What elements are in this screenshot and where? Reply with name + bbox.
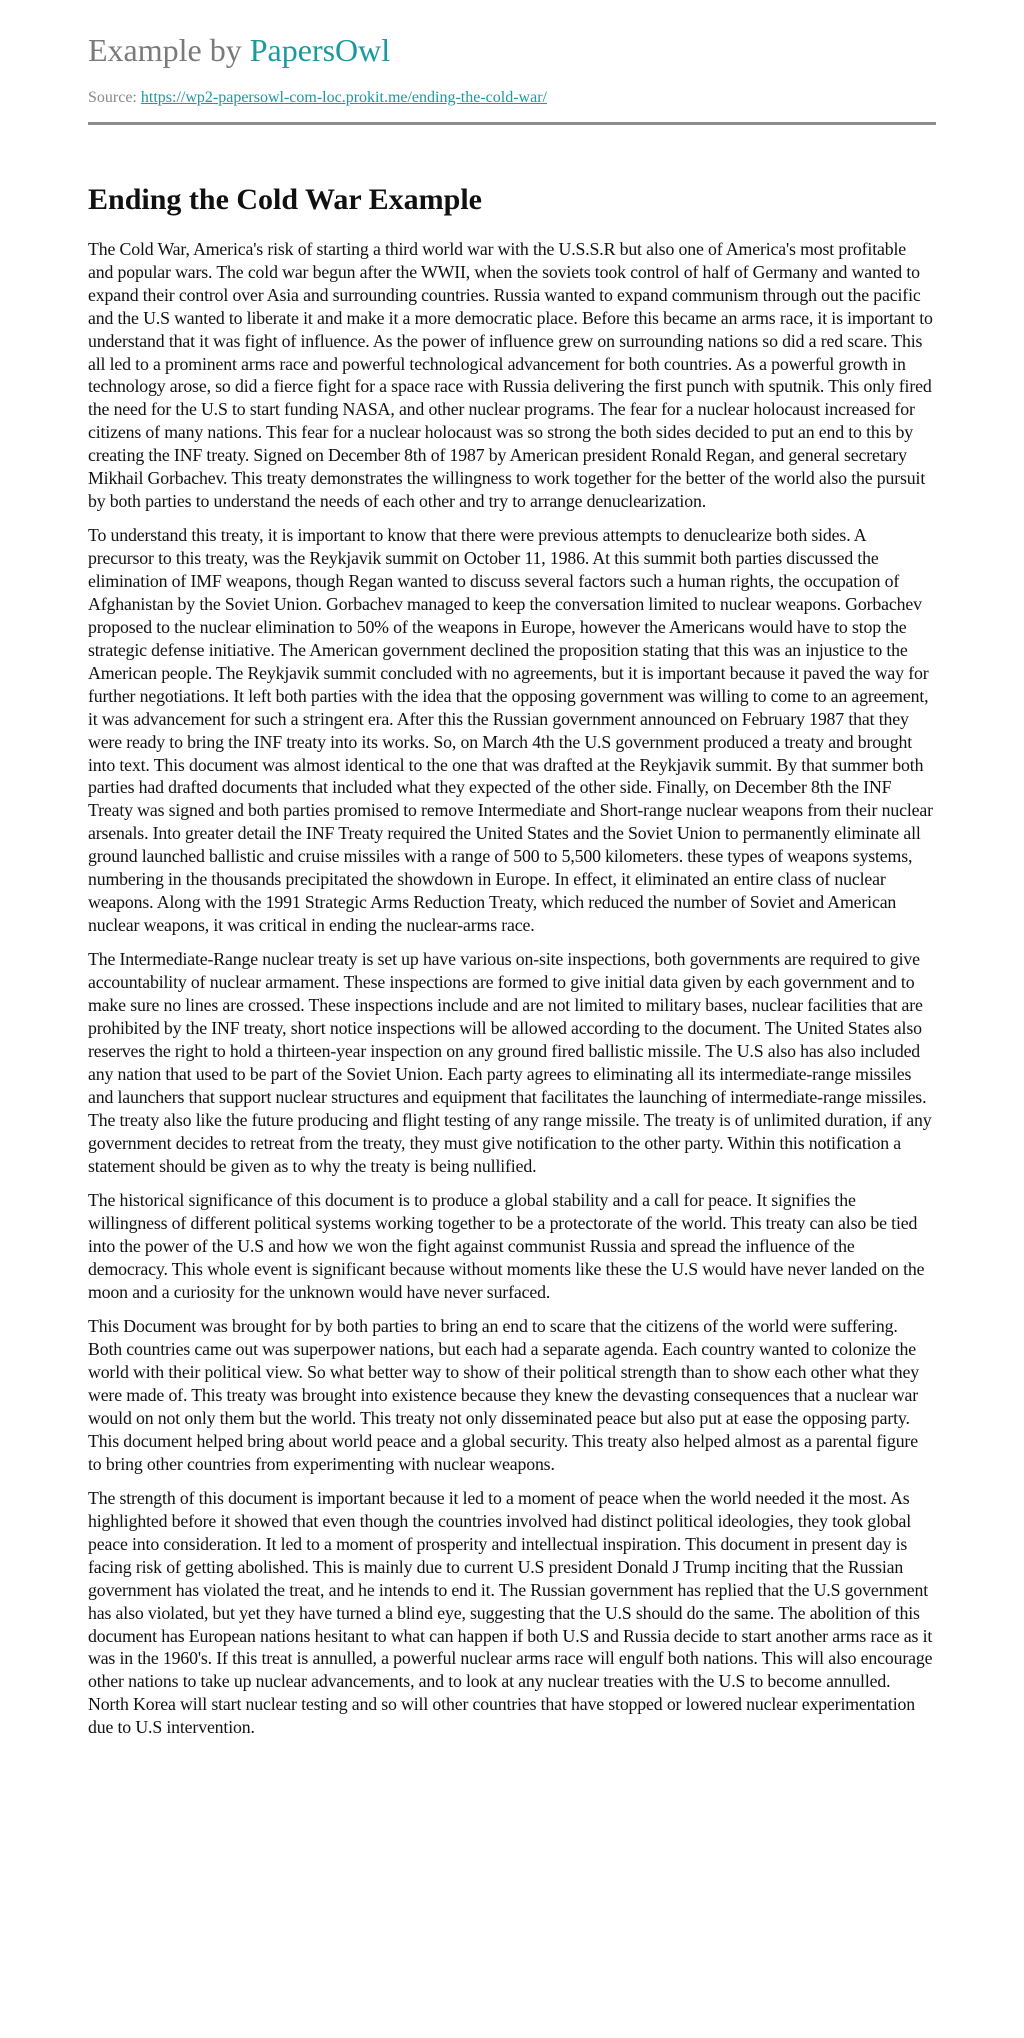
- paragraph: The strength of this document is important because it led to a moment of peace when the world needed it the most. As highlighted before it showed that even though the countries involved had distinct political ideologies, they took global peace into consideration. It led to a moment of prosperity and intellectual inspiration. This document in present day is facing risk of getting abolished. This is mainly due to current U.S president Donald J Trump inciting that the Russian government has violated the treat, and he intends to end it. The Russian government has replied that the U.S government has also violated, but yet they have turned a blind eye, suggesting that the U.S should do the same. The abolition of this document has European nations hesitant to what can happen if both U.S and Russia decide to start another arms race as it was in the 1960's. If this treat is annulled, a powerful nuclear arms race will engulf both nations. This will also encourage other nations to take up nuclear advancements, and to look at any nuclear treaties with the U.S to become annulled. North Korea will start nuclear testing and so will other countries that have stopped or lowered nuclear experimentation due to U.S intervention.: [88, 1488, 933, 1738]
- article-body: [88, 238, 933, 1751]
- source-label: Source:: [88, 89, 137, 106]
- paragraph: The Cold War, America's risk of starting a third world war with the U.S.S.R but also one of America's most profitable and popular wars. The cold war begun after the WWII, when the soviets took control of half of Germany and wanted to expand their control over Asia and surrounding countries. Russia wanted to expand communism through out the pacific and the U.S wanted to liberate it and make it a more democratic place. Before this became an arms race, it is important to understand that it was fight of influence. As the power of influence grew on surrounding nations so did a red scare. This all led to a prominent arms race and powerful technological advancement for both countries. As a powerful growth in technology arose, so did a fierce fight for a space race with Russia delivering the first punch with sputnik. This only fired the need for the U.S to start funding NASA, and other nuclear programs. The fear for a nuclear holocaust increased for citizens of many nations. This fear for a nuclear holocaust was so strong the both sides decided to put an end to this by creating the INF treaty. Signed on December 8th of 1987 by American president Ronald Regan, and general secretary Mikhail Gorbachev. This treaty demonstrates the willingness to work together for the better of the world also the pursuit by both parties to understand the needs of each other and try to arrange denuclearization.: [88, 239, 933, 511]
- paragraph: The Intermediate-Range nuclear treaty is set up have various on-site inspections, both governments are required to give accountability of nuclear armament. These inspections are formed to give initial data given by each government and to make sure no lines are crossed. These inspections include and are not limited to military bases, nuclear facilities that are prohibited by the INF treaty, short notice inspections will be allowed according to the document. The United States also reserves the right to hold a thirteen-year inspection on any ground fired ballistic missile. The U.S also has also included any nation that used to be part of the Soviet Union. Each party agrees to eliminating all its intermediate-range missiles and launchers that support nuclear structures and equipment that facilitates the launching of intermediate-range missiles. The treaty also like the future producing and flight testing of any range missile. The treaty is of unlimited duration, if any government decides to retreat from the treaty, they must give notification to the other party. Within this notification a statement should be given as to why the treaty is being nullified.: [88, 949, 932, 1176]
- header-divider: [88, 122, 936, 125]
- page-header: [88, 26, 936, 108]
- page-title: Ending the Cold War Example: [88, 183, 482, 216]
- source-link[interactable]: https://wp2-papersowl-com-loc.prokit.me/ending-the-cold-war/: [140, 89, 547, 106]
- brand-line: [88, 26, 936, 74]
- paragraph: This Document was brought for by both parties to bring an end to scare that the citizens of the world were suffering. Both countries came out was superpower nations, but each had a separate agenda. Each country wanted to colonize the world with their political view. So what better way to show of their political strength than to show each other what they were made of. This treaty was brought into existence because they knew the devasting consequences that a nuclear war would on not only them but the world. This treaty not only disseminated peace but also put at ease the opposing party. This document helped bring about world peace and a global security. This treaty also helped almost as a parental figure to bring other countries from experimenting with nuclear weapons.: [88, 1316, 920, 1474]
- brand-prefix: Example by: [88, 32, 242, 68]
- paragraph: The historical significance of this document is to produce a global stability and a call for peace. It signifies the willingness of different political systems working together to be a protectorate of the world. This treaty can also be tied into the power of the U.S and how we won the fight against communist Russia and spread the influence of the democracy. This whole event is significant because without moments like these the U.S would have never landed on the moon and a curiosity for the unknown would have never surfaced.: [88, 1190, 925, 1302]
- paragraph: To understand this treaty, it is important to know that there were previous attempts to denuclearize both sides. A precursor to this treaty, was the Reykjavik summit on October 11, 1986. At this summit both parties discussed the elimination of IMF weapons, though Regan wanted to discuss several factors such a human rights, the occupation of Afghanistan by the Soviet Union. Gorbachev managed to keep the conversation limited to nuclear weapons. Gorbachev proposed to the nuclear elimination to 50% of the weapons in Europe, however the Americans would have to stop the strategic defense initiative. The American government declined the proposition stating that this was an injustice to the American people. The Reykjavik summit concluded with no agreements, but it is important because it paved the way for further negotiations. It left both parties with the idea that the opposing government was willing to come to an agreement, it was advancement for such a stringent era. After this the Russian government announced on February 1987 that they were ready to bring the INF treaty into its works. So, on March 4th the U.S government produced a treaty and brought into text. This document was almost identical to the one that was drafted at the Reykjavik summit. By that summer both parties had drafted documents that included what they expected of the other side. Finally, on December 8th the INF Treaty was signed and both parties promised to remove Intermediate and Short-range nuclear weapons from their nuclear arsenals. Into greater detail the INF Treaty required the United States and the Soviet Union to permanently eliminate all ground launched ballistic and cruise missiles with a range of 500 to 5,500 kilometers. these types of weapons systems, numbering in the thousands precipitated the showdown in Europe. In effect, it eliminated an entire class of nuclear weapons. Along with the 1991 Strategic Arms Reduction Treaty, which reduced the number of Soviet and American nuclear weapons, it was critical in ending the nuclear-arms race.: [88, 525, 933, 935]
- source-line: [88, 88, 936, 108]
- brand-name[interactable]: PapersOwl: [249, 32, 391, 68]
